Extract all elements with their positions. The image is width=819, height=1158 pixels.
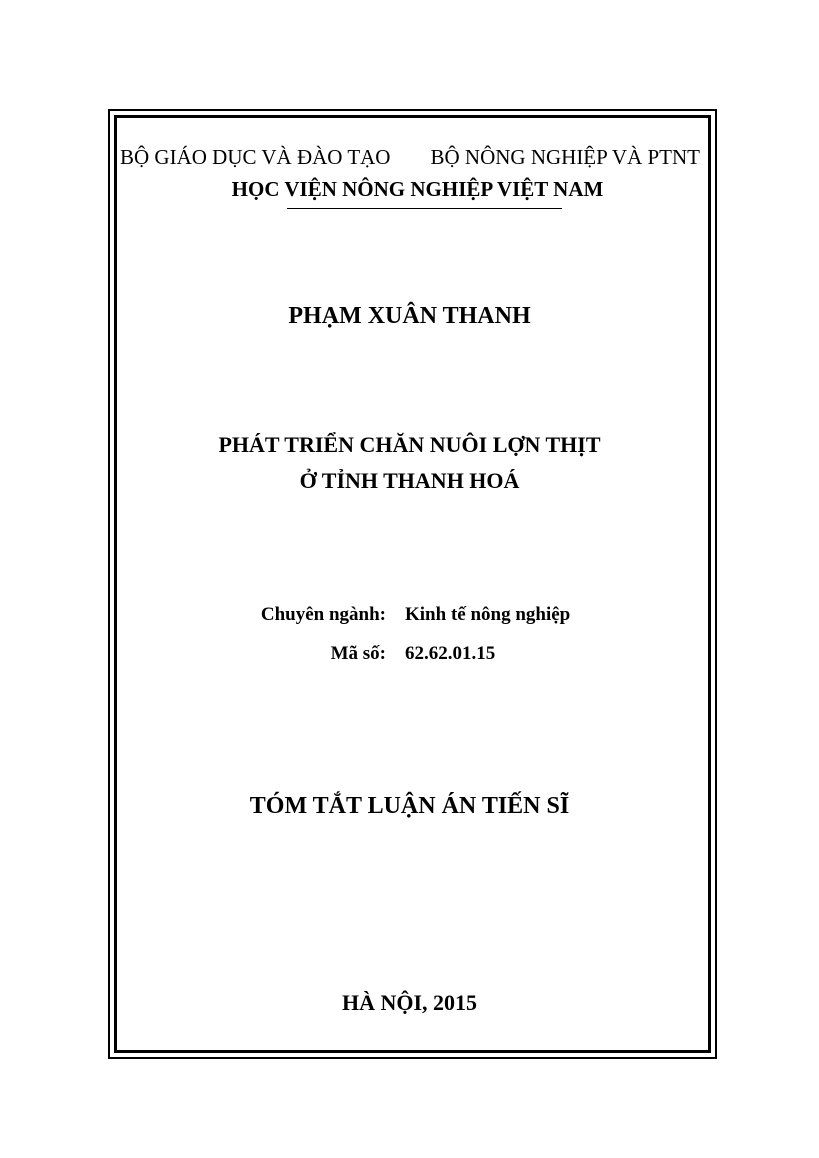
inner-border-frame <box>114 115 711 1053</box>
thesis-title-line-2: Ở TỈNH THANH HOÁ <box>299 468 520 493</box>
specialization-value: Kinh tế nông nghiệp <box>405 604 571 625</box>
specialization-row <box>0 604 819 630</box>
ministries-header <box>120 145 700 170</box>
academy-underline <box>287 208 562 209</box>
academy-name: HỌC VIỆN NÔNG NGHIỆP VIỆT NAM <box>231 177 604 201</box>
author-name: PHẠM XUÂN THANH <box>288 303 531 329</box>
code-label: Mã số: <box>330 643 386 664</box>
ministry-agriculture-label: BỘ NÔNG NGHIỆP VÀ PTNT <box>430 145 700 169</box>
code-value: 62.62.01.15 <box>405 643 496 664</box>
thesis-title-line-1: PHÁT TRIỂN CHĂN NUÔI LỢN THỊT <box>218 432 601 457</box>
ministry-education-label: BỘ GIÁO DỤC VÀ ĐÀO TẠO <box>120 145 391 169</box>
place-and-year: HÀ NỘI, 2015 <box>341 990 478 1015</box>
code-row <box>0 643 819 669</box>
document-type: TÓM TẮT LUẬN ÁN TIẾN SĨ <box>249 793 570 819</box>
specialization-label: Chuyên ngành: <box>260 604 386 625</box>
